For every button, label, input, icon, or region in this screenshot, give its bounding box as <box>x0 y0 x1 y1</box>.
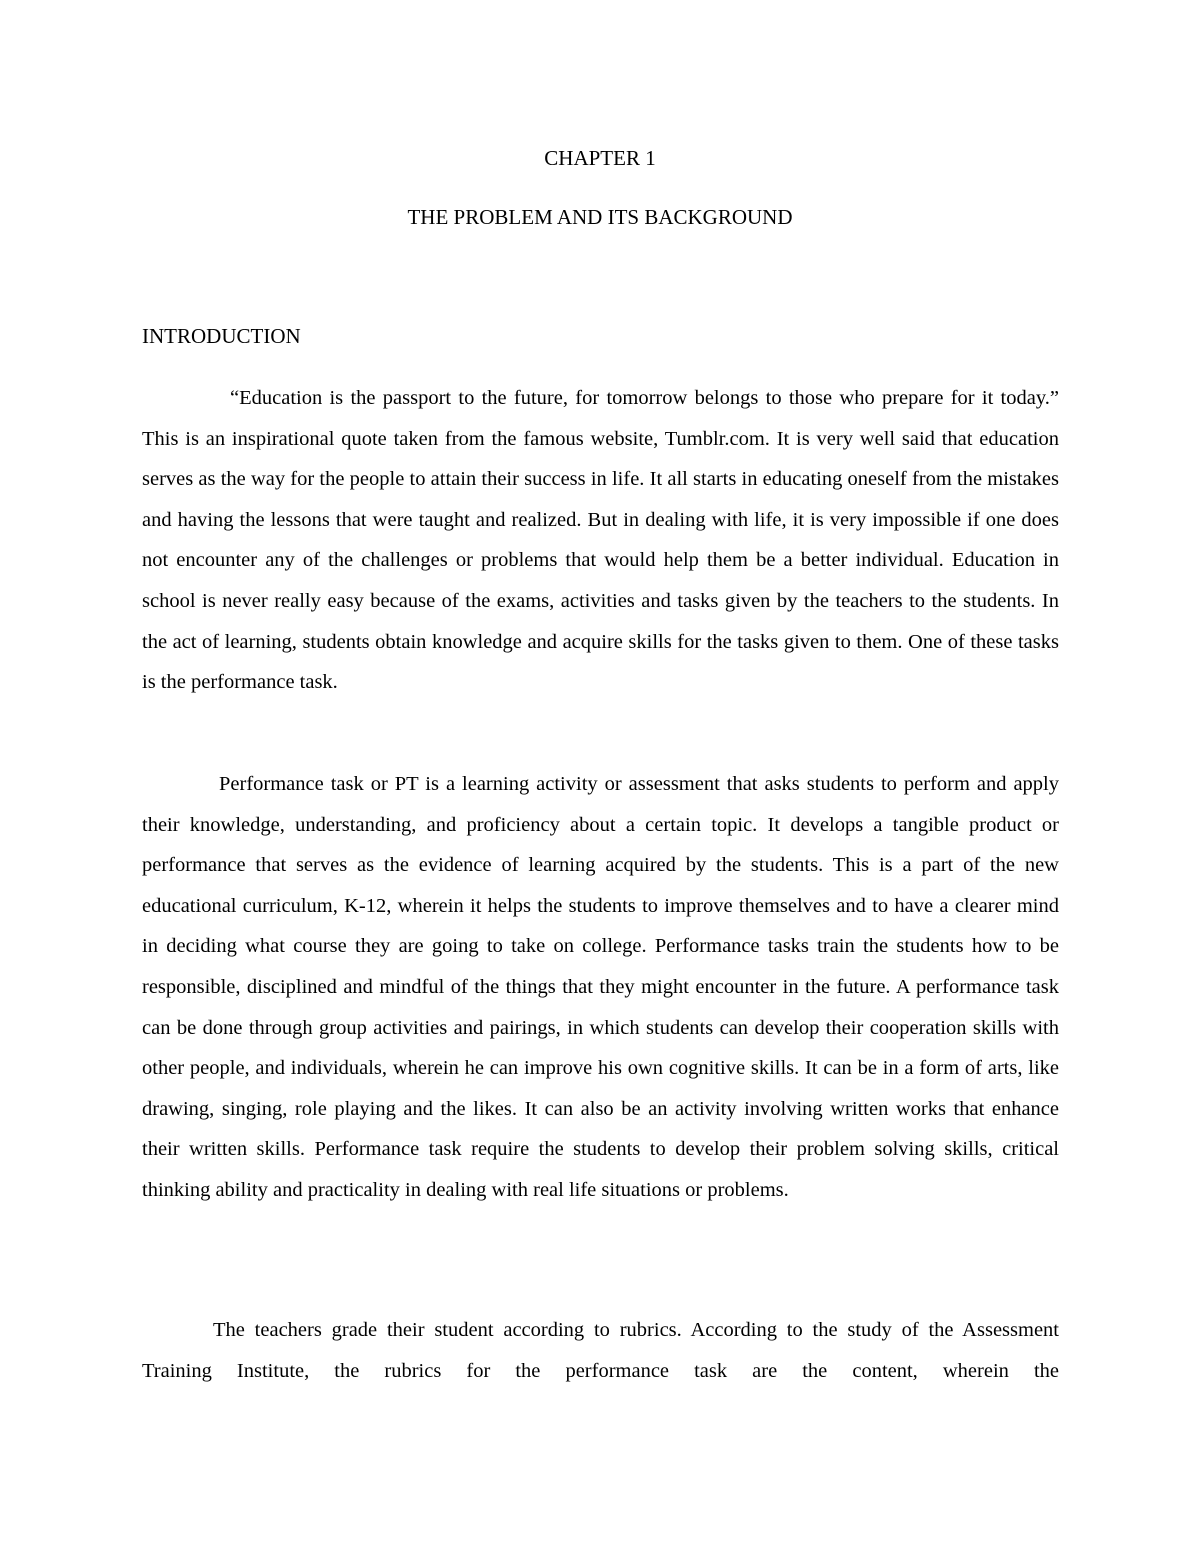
paragraph-1: “Education is the passport to the future, for tomorrow belongs to those who prepare for it today.” This is an inspirational quote taken from the famous website, Tumblr.com. It is very well said that education serves as the way for the people to attain their success in life. It all starts in educating oneself from the mistakes and having the lessons that were taught and realized. But in dealing with life, it is very impossible if one does not encounter any of the challenges or problems that would help them be a better individual. Education in school is never really easy because of the exams, activities and tasks given by the teachers to the students. In the act of learning, students obtain knowledge and acquire skills for the tasks given to them. One of these tasks is the performance task. <box>142 387 1059 694</box>
paragraph-2: Performance task or PT is a learning activity or assessment that asks students to perform and apply their knowledge, understanding, and proficiency about a certain topic. It develops a tangible product or performance that serves as the evidence of learning acquired by the students. This is a part of the new educational curriculum, K-12, wherein it helps the students to improve themselves and to have a clearer mind in deciding what course they are going to take on college. Performance tasks train the students how to be responsible, disciplined and mindful of the things that they might encounter in the future. A performance task can be done through group activities and pairings, in which students can develop their cooperation skills with other people, and individuals, wherein he can improve his own cognitive skills. It can be in a form of arts, like drawing, singing, role playing and the likes. It can also be an activity involving written works that enhance their written skills. Performance task require the students to develop their problem solving skills, critical thinking ability and practicality in dealing with real life situations or problems. <box>142 773 1059 1201</box>
paragraph-3: The teachers grade their student according to rubrics. According to the study of the Assessment Training Institute, the rubrics for the performance task are the content, wherein the <box>142 1319 1059 1382</box>
section-heading-introduction: INTRODUCTION <box>142 324 301 348</box>
chapter-title: CHAPTER 1 <box>544 146 656 170</box>
chapter-subtitle: THE PROBLEM AND ITS BACKGROUND <box>407 205 793 229</box>
